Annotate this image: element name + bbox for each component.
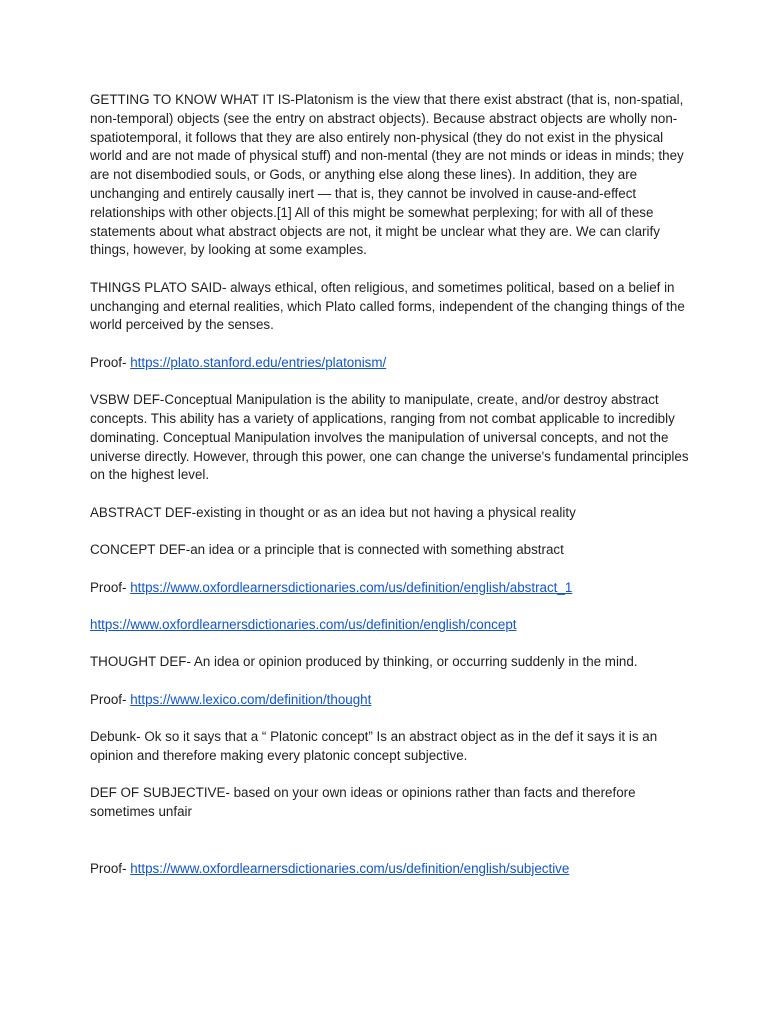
paragraph-vsbw-def: VSBW DEF-Conceptual Manipulation is the ability to manipulate, create, and/or destroy abstract concepts. This ability has a variety of applications, ranging from not combat applicable to incredibly dominating. Conceptual Manipulation involves the manipulation of universal concepts, and not the universe directly. However, through this power, one can change the universe's fundamental principles on the highest level. — [90, 392, 689, 483]
paragraph-subjective-def: DEF OF SUBJECTIVE- based on your own ideas or opinions rather than facts and therefore sometimes unfair — [90, 785, 636, 820]
proof-line-abstract — [90, 579, 690, 598]
proof-label: Proof- — [90, 860, 131, 876]
proof-line-platonism — [90, 354, 690, 373]
paragraph-things-plato-said: THINGS PLATO SAID- always ethical, often religious, and sometimes political, based on a belief in unchanging and eternal realities, which Plato called forms, independent of the changing things of the world perceived by the senses. — [90, 279, 685, 333]
paragraph-thought-def: THOUGHT DEF- An idea or opinion produced by thinking, or occurring suddenly in the mind. — [90, 654, 638, 670]
link-abstract-definition[interactable]: https://www.oxfordlearnersdictionaries.com/us/definition/english/abstract_1 — [130, 579, 573, 595]
proof-label: Proof- — [90, 579, 131, 595]
paragraph-abstract-def: ABSTRACT DEF-existing in thought or as an idea but not having a physical reality — [90, 504, 576, 520]
proof-label: Proof- — [90, 691, 131, 707]
paragraph-concept-def: CONCEPT DEF-an idea or a principle that is connected with something abstract — [90, 542, 564, 558]
paragraph-platonism-intro: GETTING TO KNOW WHAT IT IS-Platonism is the view that there exist abstract (that is, non-spatial, non-temporal) objects (see the entry on abstract objects). Because abstract objects are wholly non-spatiotemporal, it follows that they are also entirely non-physical (they do not exist in the physical world and are not made of physical stuff) and non-mental (they are not minds or ideas in minds; they are not disembodied souls, or Gods, or anything else along these lines). In addition, they are unchanging and entirely causally inert — that is, they cannot be involved in cause-and-effect relationships with other objects.[1] All of this might be somewhat perplexing; for with all of these statements about what abstract objects are not, it might be unclear what they are. We can clarify things, however, by looking at some examples. — [90, 92, 684, 258]
proof-label: Proof- — [90, 354, 131, 370]
proof-line-subjective — [90, 860, 690, 879]
paragraph-debunk: Debunk- Ok so it says that a “ Platonic concept” Is an abstract object as in the def it says it is an opinion and therefore making every platonic concept subjective. — [90, 729, 658, 763]
document-page — [90, 91, 690, 897]
link-line-concept — [90, 616, 690, 635]
link-subjective-definition[interactable]: https://www.oxfordlearnersdictionaries.com/us/definition/english/subjective — [130, 860, 570, 876]
link-thought-definition[interactable]: https://www.lexico.com/definition/thought — [130, 691, 372, 707]
link-platonism[interactable]: https://plato.stanford.edu/entries/platonism/ — [130, 354, 387, 370]
link-concept-definition[interactable]: https://www.oxfordlearnersdictionaries.com/us/definition/english/concept — [90, 616, 517, 632]
proof-line-thought — [90, 691, 690, 710]
